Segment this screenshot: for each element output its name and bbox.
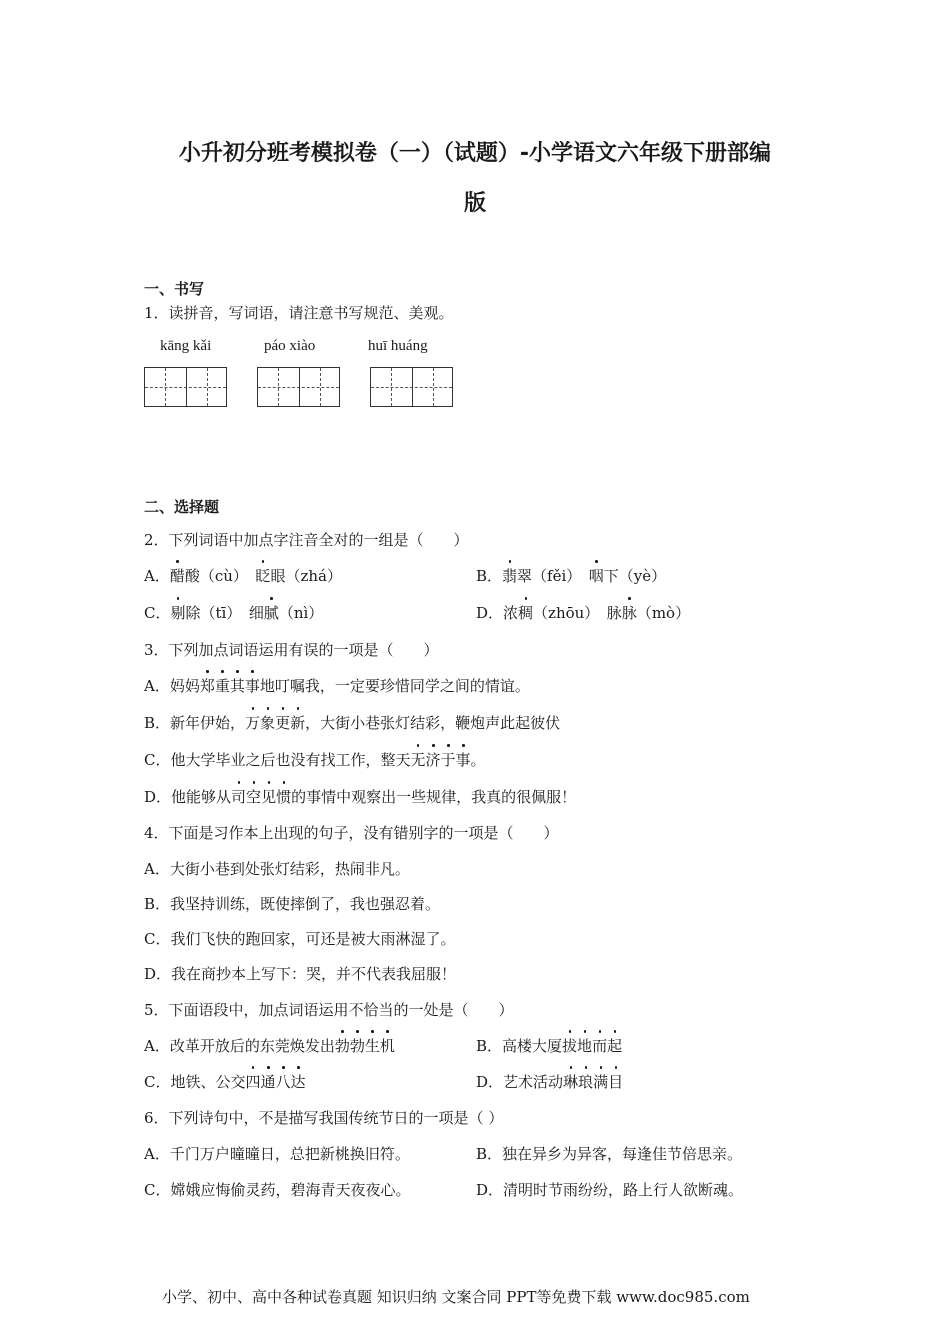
page-title-line2: 版	[463, 191, 486, 216]
q2-option-b[interactable]: B．翡翠（fěi） 咽下（yè）	[476, 567, 667, 585]
q4-text: 4．下面是习作本上出现的句子，没有错别字的一项是（ ）	[144, 824, 559, 842]
q2-option-a[interactable]: A．醋酸（cù） 眨眼（zhá）	[144, 567, 342, 585]
q6-option-c[interactable]: C．嫦娥应悔偷灵药，碧海青天夜夜心。	[144, 1181, 411, 1199]
footer-text: 小学、初中、高中各种试卷真题 知识归纳 文案合同 PPT等免费下载 www.doc985.com	[162, 1288, 750, 1306]
q5-option-d[interactable]: D．艺术活动琳琅满目	[476, 1073, 624, 1091]
writing-grid-1[interactable]	[144, 367, 227, 407]
q5-option-c[interactable]: C．地铁、公交四通八达	[144, 1073, 306, 1091]
q2-text: 2．下列词语中加点字注音全对的一组是（ ）	[144, 531, 469, 549]
q4-option-d[interactable]: D．我在商抄本上写下：哭，并不代表我屈服！	[144, 965, 457, 983]
q6-option-d[interactable]: D．清明时节雨纷纷，路上行人欲断魂。	[476, 1181, 744, 1199]
q5-option-b[interactable]: B．高楼大厦拔地而起	[476, 1037, 623, 1055]
q3-option-d[interactable]: D．他能够从司空见惯的事情中观察出一些规律，我真的很佩服！	[144, 788, 577, 806]
writing-grid-2[interactable]	[257, 367, 340, 407]
q4-option-b[interactable]: B．我坚持训练，既使摔倒了，我也强忍着。	[144, 895, 441, 913]
pinyin-3: huī huáng	[368, 338, 428, 354]
q3-option-b[interactable]: B．新年伊始，万象更新，大街小巷张灯结彩，鞭炮声此起彼伏	[144, 714, 561, 732]
pinyin-1: kāng kǎi	[160, 338, 212, 354]
q4-option-a[interactable]: A．大街小巷到处张灯结彩，热闹非凡。	[144, 860, 410, 878]
q5-text: 5．下面语段中，加点词语运用不恰当的一处是（ ）	[144, 1001, 514, 1019]
q6-option-a[interactable]: A．千门万户曈曈日，总把新桃换旧符。	[144, 1145, 410, 1163]
section1-heading: 一、书写	[144, 280, 205, 298]
section2-heading: 二、选择题	[144, 498, 220, 516]
q3-option-a[interactable]: A．妈妈郑重其事地叮嘱我，一定要珍惜同学之间的情谊。	[144, 677, 530, 695]
q5-option-a[interactable]: A．改革开放后的东莞焕发出勃勃生机	[144, 1037, 395, 1055]
q4-option-c[interactable]: C．我们飞快的跑回家，可还是被大雨淋湿了。	[144, 930, 456, 948]
pinyin-2: páo xiào	[264, 338, 316, 354]
q1-text: 1．读拼音，写词语，请注意书写规范、美观。	[144, 304, 454, 322]
page-title-line1: 小升初分班考模拟卷（一）（试题）-小学语文六年级下册部编	[178, 141, 772, 166]
q3-option-c[interactable]: C．他大学毕业之后也没有找工作，整天无济于事。	[144, 751, 486, 769]
q2-option-c[interactable]: C．剔除（tī） 细腻（nì）	[144, 604, 324, 622]
q6-option-b[interactable]: B．独在异乡为异客，每逢佳节倍思亲。	[476, 1145, 743, 1163]
q2-option-d[interactable]: D．浓稠（zhōu） 脉脉（mò）	[476, 604, 691, 622]
writing-grid-3[interactable]	[370, 367, 453, 407]
q6-text: 6．下列诗句中，不是描写我国传统节日的一项是（ ）	[144, 1109, 504, 1127]
q3-text: 3．下列加点词语运用有误的一项是（ ）	[144, 641, 439, 659]
